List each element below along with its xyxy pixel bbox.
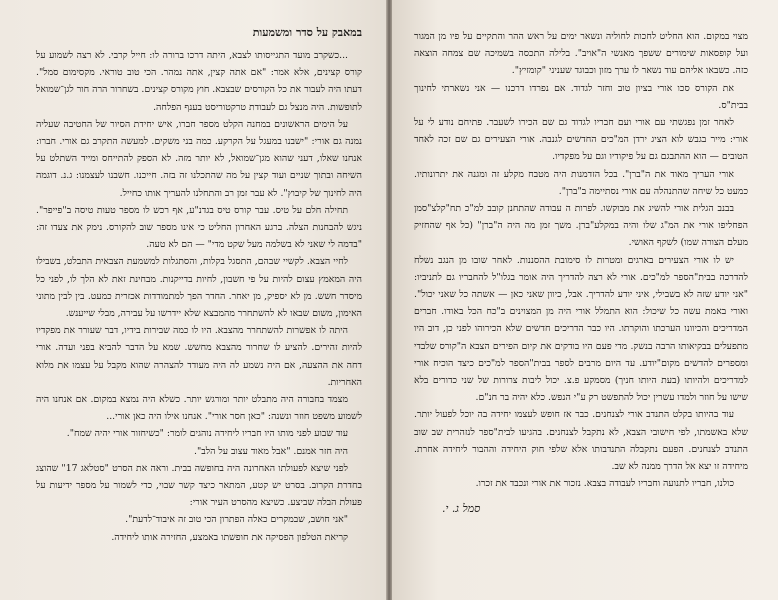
- left-page: [0, 0, 386, 600]
- paragraph: על הימים הראשונים במחנה הקלט מספר חברו, איש יחידת הסיור של החטיבה שעליה נמנה גם אורי: "ישבנו במעגל על הקרקע. כמה בני משקים. למעשה התקרב גם אורי. חברו: אנחנו שאלו, דעני שהוא מגן־שמואל, לא יותר מזה. לא הספק להתייחס ומייד השתלט על השיחה ובתוך שניים ועוד קצין על מה שהתכלנו זה בזה. חייכנו. חשבנו לעצמנו: ג.נ. דוגמה היה לחינוך של קיבוץ". לא עבר זמן רב והתחלנו להעריך אותו כחייל.: [36, 118, 362, 199]
- author-signature: סמל ג. י.: [442, 502, 481, 516]
- paragraph: תחילה חלם על טיס. עבר קורס טיס בגדנ"ע, אף רכש לו מספר טעות טיסה ב"פייפר". ניגש להבחנות הצלה. ברגע האחרון החליט כי אינו מספר שוב להקורס. נימק את צעדו זה: "בדמה לי שאני לא בשלמה מעל שקט מדי" — הם לא טעה.: [36, 204, 362, 251]
- right-page-body: [414, 28, 748, 492]
- paragraph: לפני שיצא לפעולתו האחרונה היה בחופשה בבית. וראה את הסרט "סטלאג 17" שהוצג בחדרת הקרוב. בסרט יש קטע, המתאר כיצד קשר שבוי, כדי לשמור על מספר ידיעות על פעולת הבלה שביצע. כשיצא מהסרט העיר אורי:: [36, 462, 362, 509]
- paragraph: קריאת הטלפון הפסיקה את חופשתו באמצע, החזירה אותו ליחידה.: [111, 531, 348, 543]
- paragraph: לחיי הצבא. לקשיי שבהם, התסגל בקלות, והסתגלות למשמעת הצבאית התבלט, בשבילו היה המאמץ עצום להיות על פי חשבון, לחיות בדייקנות. מבחינת זאת לא הלך לו, לפני כל מיסדר חשש. מן לא יספיק, מן יאחר. החדר הפך למתמודדות אכזרית כמעט. בין לבין מתוני האימון, משום שבאו לא להשתחרר מהמבצא שלא יידרשו על עבירה, מבלי שייענש.: [36, 256, 362, 320]
- right-page: [392, 0, 778, 600]
- paragraph: מצמד בחבורה היה מתבלט יותר ומורגש יותר. כשלא היה נמצא במקום. אם אנחנו היה לשמוע משפט חוזר ונשנה: "כאן חסר אורי". אנחנו אילו היה כאן אורי...: [36, 394, 362, 423]
- quote: "אני חושב, שבמקרים כאלה הפתרון הכי טוב זה איבוד־לדעת".: [125, 514, 348, 526]
- paragraph: מצוי במקום. הוא החליט לחכות לחוליה ונשאר ימים על ראש ההר והתקיים על פיו מן המגור ועל קופסאות שימורים ששפך מאנשי ה"אויב". בלילה התכסה בשמיכה שם צמחה הוצאה כזה. כשבאו אליהם עוד נשאר לו ערך מזון וכבוגד שעניני "קומזיץ".: [414, 31, 748, 77]
- paragraph: ...כשקרב מועד התגייסותו לצבא, היתה דרכו ברורה לו: חייל קרבי. לא רצה לשמוע על קורס קצינים, אלא אמר: "אם אתה קצין, אתה נמהר. הכי טוב טוראי. מקסימום סמל". דעתו היה לעבור את כל הקורסים שבצבא. חוץ מקורס קצינים. בשחרור הרה חור לגן־שמואל לתופשות. היה מנצל גם לעבודת טרקטוריסט בענף הפלחה.: [36, 50, 362, 113]
- paragraph: עוד שבוע לפני מותו היו חבריו ליחידה נוהגים לומר: "כשיחזור אורי יהיה שמח".: [66, 428, 348, 440]
- paragraph: כולנו, חבריו לתנועה וחבריו לעבודה בצבא. נזכור את אורי ונכבד את זכרו.: [475, 478, 734, 490]
- paragraph: לאחר זמן נפגשתי עם אורי ועם חבריו לגדוד גם שם הכירו לשעבר. פתיחם נודע לי על אורי: מייר בגבש לוא הציג ירדן המ"כים החדשים לגנבה. אורי הצעירים גם שם זכה לאחד הטובים — הוא ההתבגם גם על פיקודיו וגם על מפקדיו.: [414, 117, 748, 163]
- running-head: במאבק על סדר ומשמעות: [252, 26, 362, 39]
- paragraph: היה חזר אמנם. "אבל מאוד עצוב על הלב".: [194, 445, 348, 457]
- paragraph: אורי העריך מאוד את ה"ברן". בכל הזדמנות היה מטבח מקלע זה ומגנה את יתרונותיו. כמעט כל שיחה שהתנהלה עם אורי נסתיימה ב"ברן".: [414, 168, 748, 197]
- left-page-body: [36, 47, 362, 546]
- paragraph: עוד בהיותו בקלט התנדב אורי לצנחנים. כבר אז חופש לעצמו יחידה בה יוכל לפעול יותר. שלא באשמתו, לפי חישובי הצבא, לא נתקבל לצנחנים. בהגיעו לבית"ספר לנזהרית שב שוב התנדב לצנחנים. הפעם נתקבלה התנדבותו אלא שלפי חוק היחידה וההבור ליחידה אחרת. מיחידה זו יצא אל הדרך ממנה לא שב.: [414, 409, 748, 473]
- paragraph: יש לו אורי הצעירים בארגים ומטרות לו סימובת ההסננות. לאחר שובו מן הנגב נשלח להדרכה בבית"הספר למ"כים. אורי לא רצה להדריך היה אומר בגלו"ל להחבריו גם לתניביו: "אני יודע שזה לא בשבילי, איני יודע להדריך. אבל, כיוון שאני כאן — אשתה כל שאני יכול". ואורי באמת עשה כל שיכול: הוא התמלל אורי היה מן המצוינים ב"כח הכל באודו. חברים המדריכים והכיוונו הערכתו והוקרתו. היו כבר הדריכים חדשים שלא הכירוהו לפני כן, דוב היו מתפעלים בבקיאותו הרבה בנשק. מדי פעם היו בודקים את קיום הפירים הצבא ה"קורס שלבדי ומספרים להדשים מקום"יודע. עד היום מרבים לספר בבית"הספר למ"כים כיצד הוכיח אורי למדריכים ולהיותו (בעת היותו חניך) מסמקע פ.צ. יכול ליבות צרורות של שני כדורים בלא שישו על חוזר ולמדו עשרין יכול להתפשט רק ע"י הנפש. כלא יהיה בר חנ"ם.: [414, 254, 748, 404]
- paragraph: את הקורס סכו אורי בציון טוב וחזר לגדוד. אם נפרדו דרכנו — אני נשארתי לחינוך בבית"ס.: [414, 82, 748, 111]
- paragraph: היתה לו אפשרות להשתחרר מהצבא. היו לו כמה שבירות בידיו, דבר שעורר את מפקדיו להיות זהירים. להציע לו שחרור מהצבא מחשש. שמא על הדבר להביא בפני ועדה. אורי דחה את ההצעה, אם היה נשמע לה היה מעודד להצהרה שהוא מקבל על עצמו את מלוא האחריות.: [36, 325, 362, 388]
- paragraph: בבנב הגלית אורי להשיג את מבוקשו. לפרות ה עבודה שהתחנן קובב למ"כ תח"קלצ"סמן הפחליפו אורי את המ"ג שלו והיה במקלע"ברן. משך זמן מה היה ה"ברן" (כל אף שהחזיק מעלם הצורה שמו) לשקף האושי.: [414, 203, 748, 249]
